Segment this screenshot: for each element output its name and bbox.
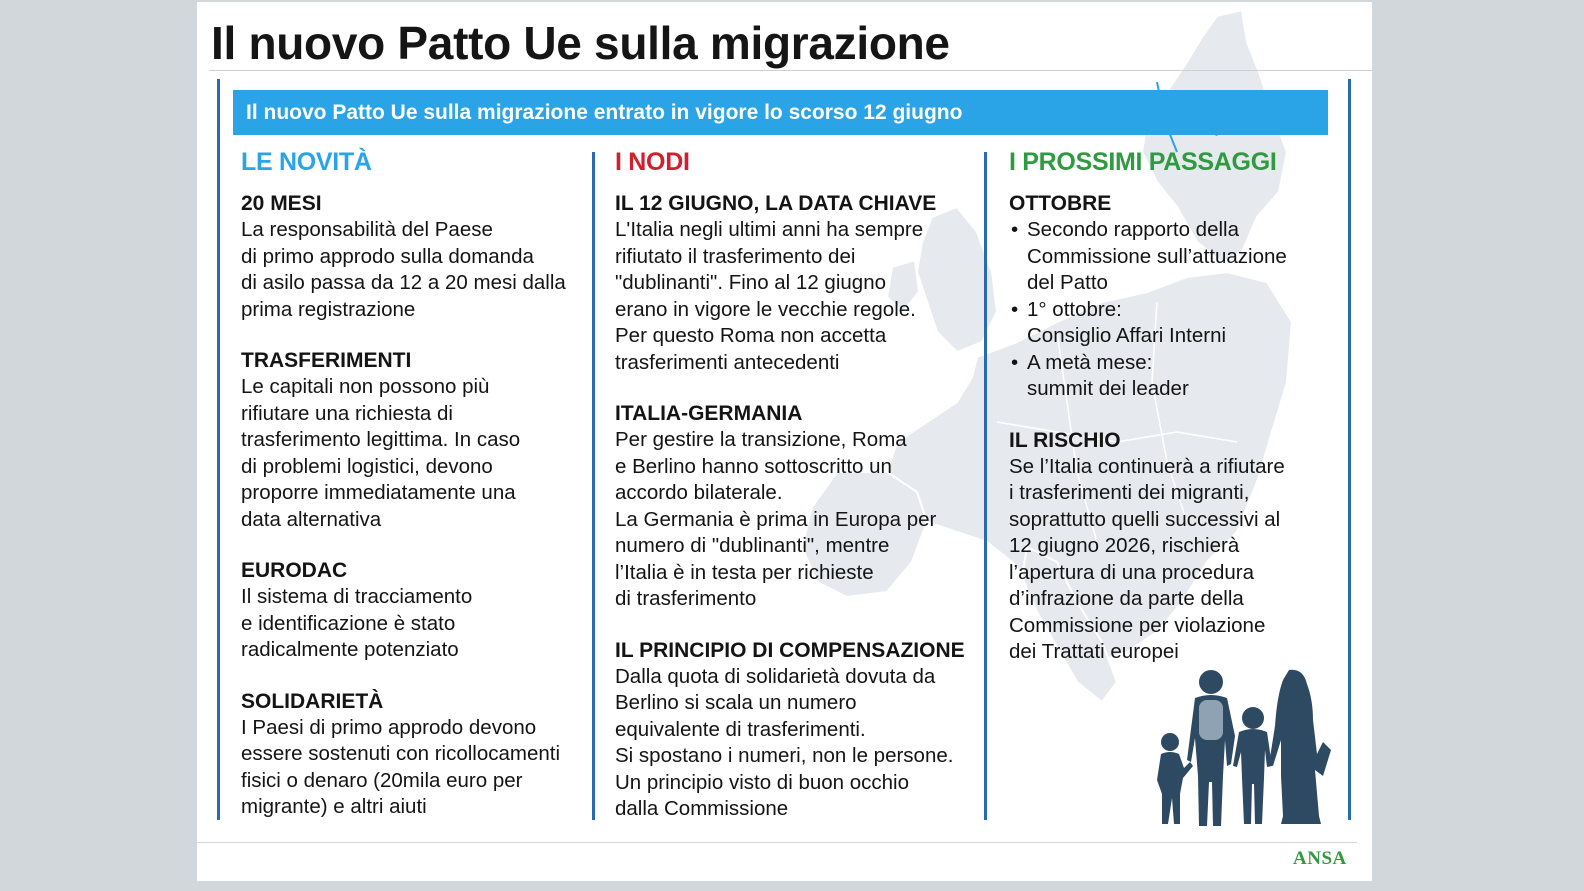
body-line: erano in vigore le vecchie regole. <box>615 297 916 321</box>
section-body <box>615 427 980 613</box>
section-novita-2 <box>241 558 586 664</box>
body-line: Il sistema di tracciamento <box>241 585 473 608</box>
section-body <box>615 217 980 376</box>
section-body <box>241 374 586 533</box>
body-line: essere sostenuti con ricollocamenti <box>241 742 561 765</box>
body-line: Se l’Italia continuerà a rifiutare <box>1009 454 1285 478</box>
section-body <box>241 715 586 821</box>
body-line: Le capitali non possono più <box>241 375 490 398</box>
body-line: i trasferimenti dei migranti, <box>1009 481 1250 504</box>
body-line: I Paesi di primo approdo devono <box>241 715 537 739</box>
bullet-item <box>1009 350 1339 403</box>
column-heading-nodi: I NODI <box>615 148 690 176</box>
body-line: L'Italia negli ultimi anni ha sempre <box>615 218 924 241</box>
migrant-family-silhouette-icon <box>1157 666 1342 831</box>
bullet-item <box>1009 297 1339 350</box>
body-line: di asilo passa da 12 a 20 mesi dalla <box>241 271 566 294</box>
bullet-line: • Secondo rapporto della <box>1027 218 1239 241</box>
body-line: Un principio visto di buon occhio <box>615 770 909 794</box>
body-line: numero di "dublinanti", mentre <box>615 534 890 557</box>
column-heading-novita: LE NOVITÀ <box>241 148 372 176</box>
column-i-nodi <box>615 148 980 848</box>
section-body <box>1009 454 1339 666</box>
body-line: fisici o denaro (20mila euro per <box>241 768 523 792</box>
column-divider-2 <box>984 152 987 820</box>
body-line: l’Italia è in testa per richieste <box>615 560 874 584</box>
body-line: La responsabilità del Paese <box>241 218 493 241</box>
section-ottobre <box>1009 191 1339 403</box>
bullet-line: • A metà mese: <box>1027 350 1153 374</box>
bullet-line: • 1° ottobre: <box>1027 297 1122 321</box>
ansa-logo: ANSA <box>1293 848 1347 869</box>
section-title: SOLIDARIETÀ <box>241 689 384 713</box>
column-heading-prossimi: I PROSSIMI PASSAGGI <box>1009 148 1277 176</box>
body-line: Commissione per violazione <box>1009 613 1266 637</box>
section-title: ITALIA-GERMANIA <box>615 402 803 425</box>
section-title: IL RISCHIO <box>1009 428 1121 452</box>
body-line: equivalente di trasferimenti. <box>615 717 866 741</box>
section-title: OTTOBRE <box>1009 192 1112 215</box>
section-body <box>241 584 586 664</box>
body-line: dei Trattati europei <box>1009 640 1179 663</box>
column-prossimi-passaggi <box>1009 148 1339 691</box>
body-line: Per questo Roma non accetta <box>615 324 887 347</box>
section-body <box>615 664 980 823</box>
footer-divider <box>197 842 1357 843</box>
body-line: migrante) e altri aiuti <box>241 795 427 818</box>
section-novita-0 <box>241 191 586 323</box>
body-line: di primo approdo sulla domanda <box>241 244 534 268</box>
body-line: Dalla quota di solidarietà dovuta da <box>615 664 936 688</box>
body-line: proporre immediatamente una <box>241 481 516 504</box>
bullet-line: Commissione sull’attuazione <box>1027 244 1287 268</box>
body-line: e identificazione è stato <box>241 611 456 635</box>
bullet-item <box>1009 217 1339 297</box>
body-line: data alternativa <box>241 507 382 531</box>
body-line: accordo bilaterale. <box>615 481 783 504</box>
section-nodi-1 <box>615 401 980 613</box>
column-divider-right <box>1348 79 1351 820</box>
section-nodi-0 <box>615 191 980 376</box>
section-body <box>241 217 586 323</box>
section-novita-3 <box>241 689 586 821</box>
body-line: 12 giugno 2026, rischierà <box>1009 534 1240 557</box>
body-line: di problemi logistici, devono <box>241 454 493 478</box>
body-line: e Berlino hanno sottoscritto un <box>615 454 892 478</box>
section-nodi-2 <box>615 638 980 823</box>
body-line: Si spostano i numeri, non le persone. <box>615 744 954 767</box>
column-le-novita <box>241 148 586 846</box>
column-divider-1 <box>592 152 595 820</box>
body-line: Berlino si scala un numero <box>615 691 857 714</box>
section-title: IL PRINCIPIO DI COMPENSAZIONE <box>615 638 965 662</box>
section-title: EURODAC <box>241 559 348 582</box>
body-line: trasferimento legittima. In caso <box>241 428 521 451</box>
infographic-card <box>197 2 1372 881</box>
body-line: rifiutare una richiesta di <box>241 401 453 425</box>
section-rischio <box>1009 428 1339 666</box>
body-line: rifiutato il trasferimento dei <box>615 244 856 268</box>
body-line: radicalmente potenziato <box>241 638 459 661</box>
bullet-line: Consiglio Affari Interni <box>1027 324 1227 347</box>
body-line: trasferimenti antecedenti <box>615 350 840 374</box>
body-line: "dublinanti". Fino al 12 giugno <box>615 271 886 294</box>
section-title: IL 12 GIUGNO, LA DATA CHIAVE <box>615 192 937 215</box>
body-line: prima registrazione <box>241 297 416 321</box>
section-title: TRASFERIMENTI <box>241 349 412 372</box>
page-title: Il nuovo Patto Ue sulla migrazione <box>211 17 950 69</box>
column-divider-left <box>217 79 220 820</box>
ottobre-bullet-list <box>1009 217 1339 403</box>
bullet-line: summit dei leader <box>1027 377 1189 400</box>
subtitle-banner: Il nuovo Patto Ue sulla migrazione entrato in vigore lo scorso 12 giugno <box>233 90 1328 135</box>
body-line: soprattutto quelli successivi al <box>1009 507 1281 531</box>
bullet-line: del Patto <box>1027 271 1108 294</box>
section-novita-1 <box>241 348 586 533</box>
body-line: di trasferimento <box>615 587 757 610</box>
body-line: d’infrazione da parte della <box>1009 587 1244 610</box>
title-divider <box>209 70 1372 71</box>
body-line: La Germania è prima in Europa per <box>615 507 937 531</box>
body-line: dalla Commissione <box>615 797 789 820</box>
body-line: Per gestire la transizione, Roma <box>615 428 907 451</box>
body-line: l’apertura di una procedura <box>1009 560 1255 584</box>
section-title: 20 MESI <box>241 192 322 215</box>
